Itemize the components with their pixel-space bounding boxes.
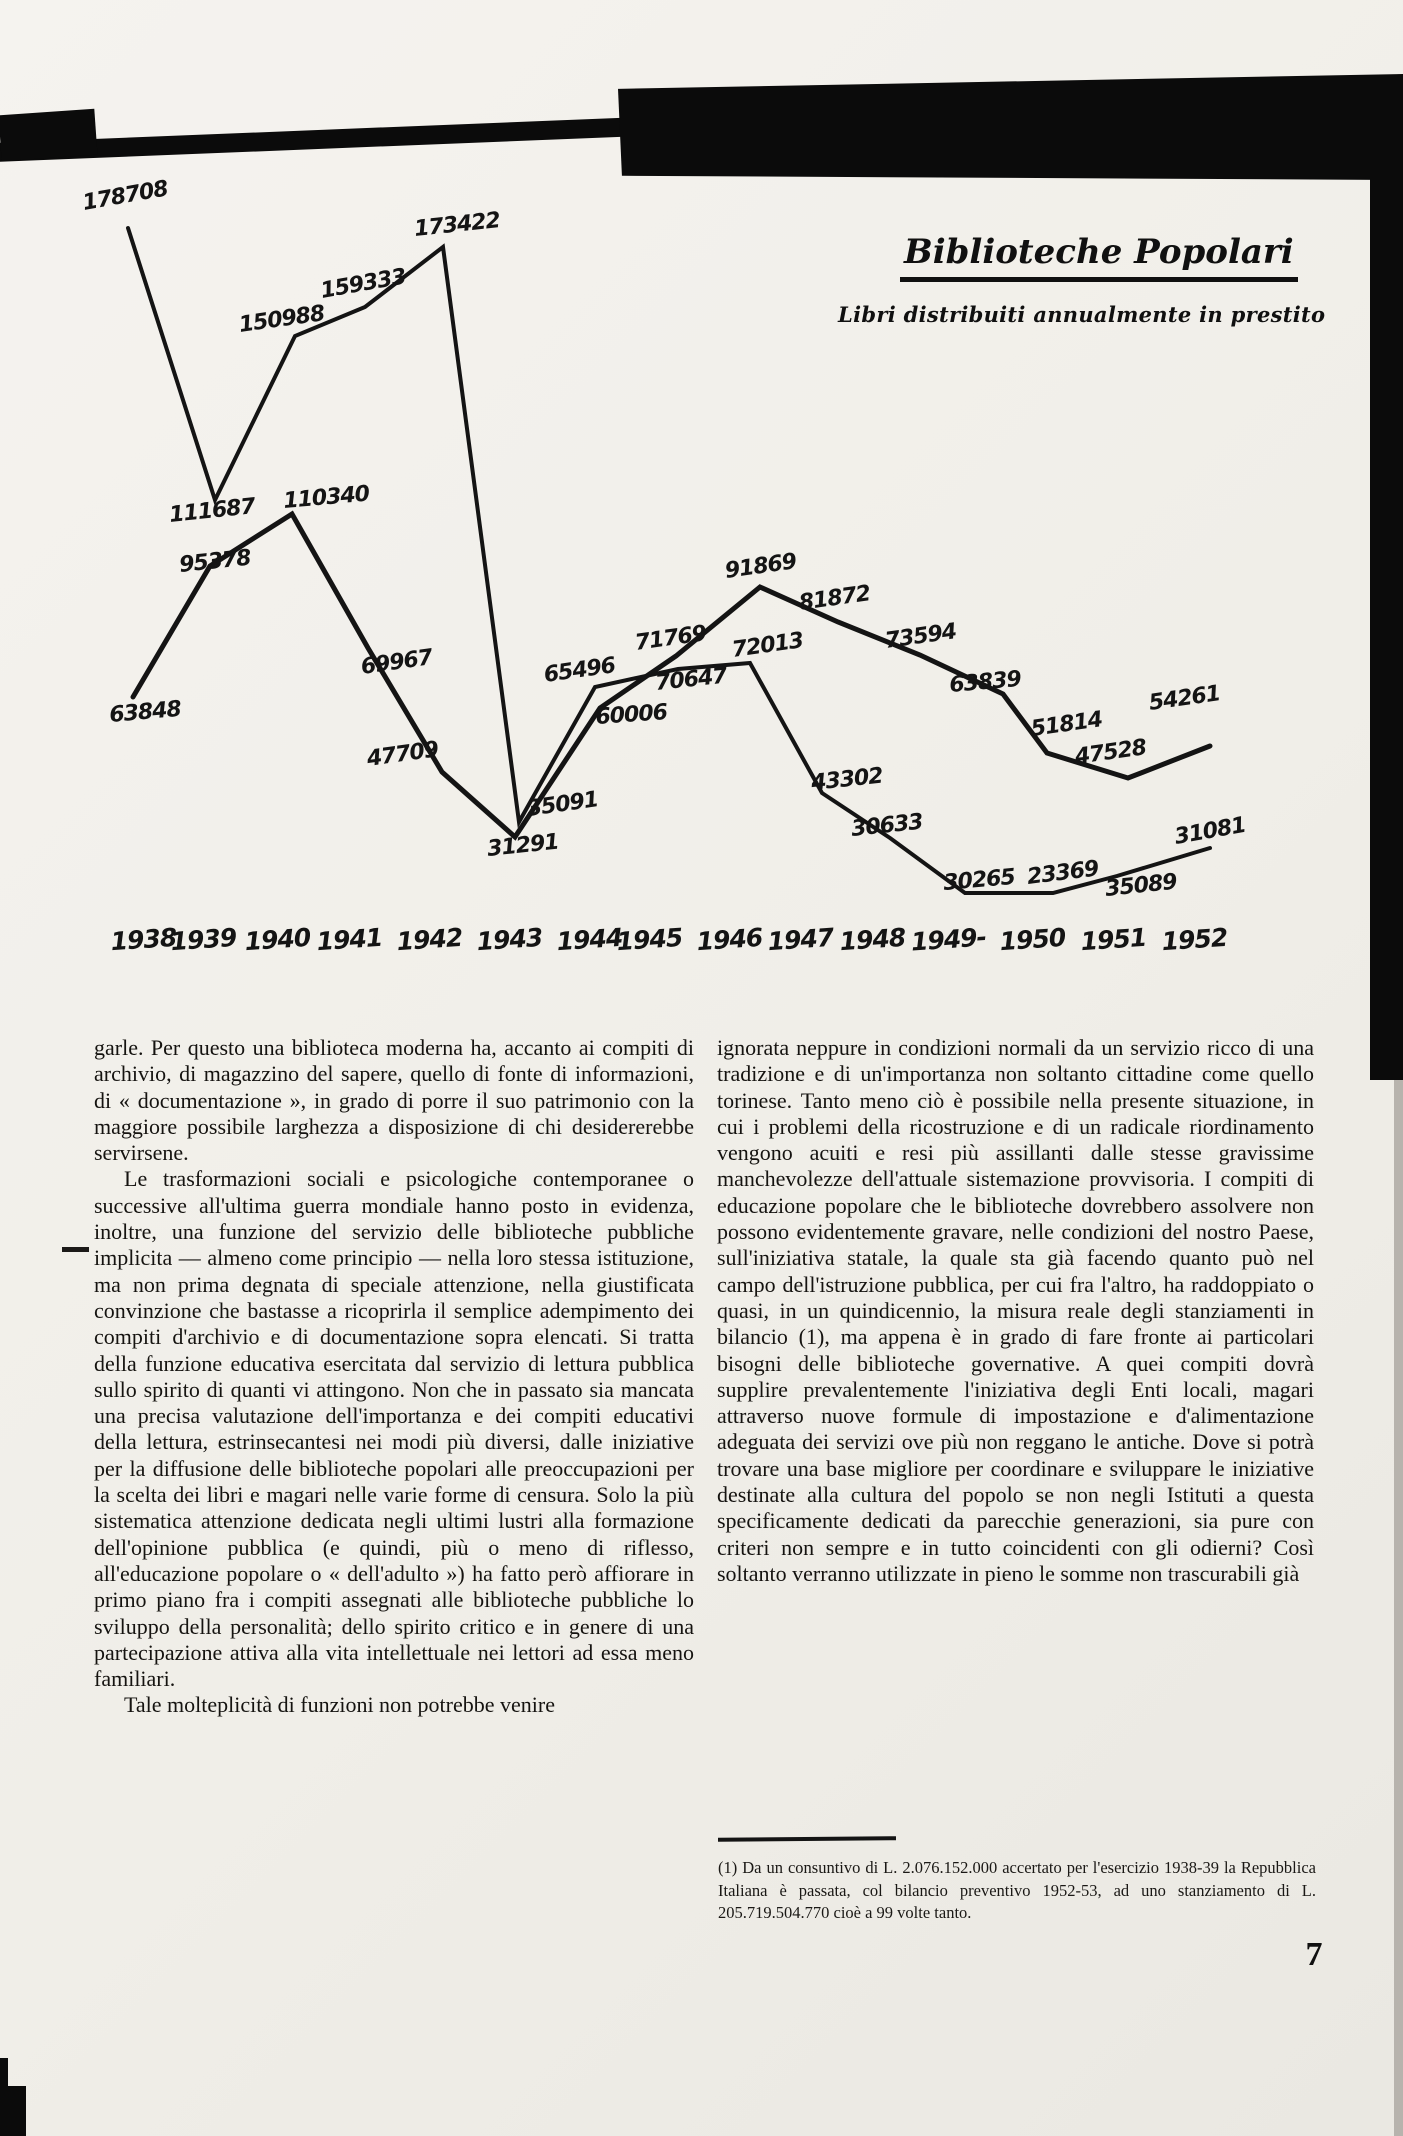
data-point-label: 70647	[654, 663, 728, 696]
x-axis-year-label: 1949-	[910, 922, 987, 957]
chart-subtitle: Libri distribuiti annualmente in prestito	[838, 302, 1326, 327]
article-right-column	[717, 1035, 1314, 1587]
data-point-label: 30633	[850, 809, 924, 842]
data-point-label: 173422	[413, 208, 502, 242]
data-point-label: 91869	[723, 549, 798, 584]
scan-artifact-bottom-left-corner	[0, 2086, 26, 2136]
data-point-label: 63839	[948, 666, 1022, 698]
x-axis-year-label: 1947	[766, 922, 835, 957]
x-axis-year-label: 1939	[169, 922, 238, 957]
data-point-label: 150988	[237, 301, 326, 338]
data-point-label: 159333	[318, 264, 408, 304]
data-point-label: 178708	[80, 176, 170, 216]
data-point-label: 111687	[168, 494, 257, 528]
x-axis-year-label: 1945	[615, 922, 684, 957]
data-point-label: 35091	[525, 787, 600, 822]
footnote-rule	[718, 1836, 896, 1842]
data-point-label: 30265	[942, 864, 1016, 896]
data-point-label: 65496	[542, 653, 617, 688]
scan-artifact-right-edge-lower	[1394, 1080, 1403, 2136]
x-axis-year-label: 1940	[243, 922, 312, 957]
data-point-label: 71769	[633, 621, 708, 656]
x-axis-year-label: 1942	[395, 922, 464, 957]
data-point-label: 54261	[1147, 681, 1222, 716]
x-axis-year-label: 1951	[1079, 922, 1148, 957]
data-point-label: 69967	[359, 645, 434, 680]
footnote: (1) Da un consuntivo di L. 2.076.152.000 accertato per l'esercizio 1938-39 la Repubblica Italiana è passata, col bilancio preventivo 1952-53, ad uno stanziamento di L. 205.719.504.770 cioè a 99 volte tanto.	[718, 1858, 1316, 1922]
data-point-label: 31291	[486, 829, 560, 862]
data-point-label: 73594	[883, 619, 958, 654]
chart-title	[900, 232, 1294, 282]
data-point-label: 23369	[1025, 856, 1100, 890]
data-point-label: 63848	[108, 696, 182, 728]
data-point-label: 35089	[1104, 869, 1178, 902]
data-point-label: 51814	[1029, 707, 1104, 742]
paragraph: ignorata neppure in condizioni normali da un servizio ricco di una tradizione e di un'importanza non soltanto cittadine come quello torinese. Tanto meno ciò è possibile nella presente situazione, in cui i problemi della ricostruzione e di un radicale riordinamento vengono acuiti e resi più assillanti dalle stesse gravissime manchevolezze dell'attuale sistemazione provvisoria. I compiti di educazione popolare che le biblioteche dovrebbero assolvere non possono evidentemente gravare, nelle condizioni del nostro Paese, sull'iniziativa statale, la quale sta già facendo quanto può nel campo dell'istruzione pubblica, per cui fra l'altro, ha raddoppiato o quasi, in un quindicennio, la misura reale degli stanziamenti in bilancio (1), ma appena è in grado di fare fronte ai particolari bisogni delle biblioteche governative. A quei compiti dovrà supplire prevalentemente l'iniziativa degli Enti locali, magari attraverso nuove formule di impostazione e d'alimentazione adeguata dei servizi ove più non reggano le antiche. Dove si potrà trovare una base migliore per coordinare e sviluppare le iniziative destinate alla cultura del popolo se non negli Istituti a questa specificamente dedicati da parecchie generazioni, sia pure con criteri non sempre e in tutto coincidenti con gli odierni? Così soltanto verranno utilizzate in pieno le somme non trascurabili già	[717, 1035, 1314, 1586]
data-point-label: 72013	[730, 628, 805, 663]
article-left-column	[94, 1035, 694, 1719]
data-point-label: 31081	[1172, 812, 1248, 850]
chart-title-text: Biblioteche Popolari	[900, 232, 1298, 282]
x-axis-year-label: 1952	[1160, 922, 1229, 957]
x-axis-year-label: 1943	[475, 922, 544, 957]
x-axis-year-label: 1941	[315, 922, 384, 957]
x-axis-year-label: 1946	[695, 922, 764, 957]
chart-canvas	[0, 0, 1403, 980]
page-number: 7	[1305, 1936, 1323, 1973]
data-point-label: 47709	[365, 737, 440, 772]
data-point-label: 110340	[282, 481, 371, 514]
data-point-label: 47528	[1073, 735, 1148, 770]
data-point-label: 81872	[797, 581, 872, 616]
x-axis-year-label: 1950	[998, 922, 1067, 957]
data-point-label: 60006	[594, 700, 668, 730]
paragraph: Le trasformazioni sociali e psicologiche contemporanee o successive all'ultima guerra mondiale hanno posto in evidenza, inoltre, una funzione del servizio delle biblioteche pubbliche implicita — almeno come principio — nella loro stessa istituzione, ma non prima degnata di speciale attenzione, nella giustificata convinzione che bastasse a ricoprirla il semplice adempimento dei compiti d'archivio e di documentazione sopra elencati. Si tratta della funzione educativa esercitata dal servizio di lettura pubblica sullo spirito di quanti vi attingono. Non che in passato sia mancata una precisa valutazione dell'importanza e dei compiti educativi della lettura, estrinsecantesi nei modi più diversi, dalle iniziative per la diffusione delle biblioteche popolari alle preoccupazioni per la scelta dei libri e magari nelle varie forme di censura. Solo la più sistematica attenzione dedicata negli ultimi lustri alla formazione dell'opinione pubblica (e quindi, più o meno di riflesso, all'educazione popolare o « dell'adulto ») ha fatto però affiorare in primo piano fra i compiti assegnati alle biblioteche pubbliche lo sviluppo della personalità; dello spirito critico e in genere di una partecipazione attiva alla vita intellettuale nei lettori ad essa meno familiari.	[94, 1166, 694, 1692]
paragraph: garle. Per questo una biblioteca moderna ha, accanto ai compiti di archivio, di magazzino del sapere, quello di fonte di informazioni, di « documentazione », in grado di porre il suo patrimonio con la maggiore possibile larghezza a disposizione di chi desidererebbe servirsene.	[94, 1035, 694, 1166]
data-point-label: 43302	[810, 763, 884, 796]
x-axis-year-label: 1938	[109, 922, 178, 957]
x-axis-year-label: 1948	[838, 922, 907, 957]
x-axis-year-label: 1944	[555, 922, 624, 957]
data-point-label: 95378	[178, 545, 252, 578]
paragraph: Tale molteplicità di funzioni non potrebbe venire	[124, 1692, 555, 1718]
margin-mark	[62, 1247, 89, 1252]
